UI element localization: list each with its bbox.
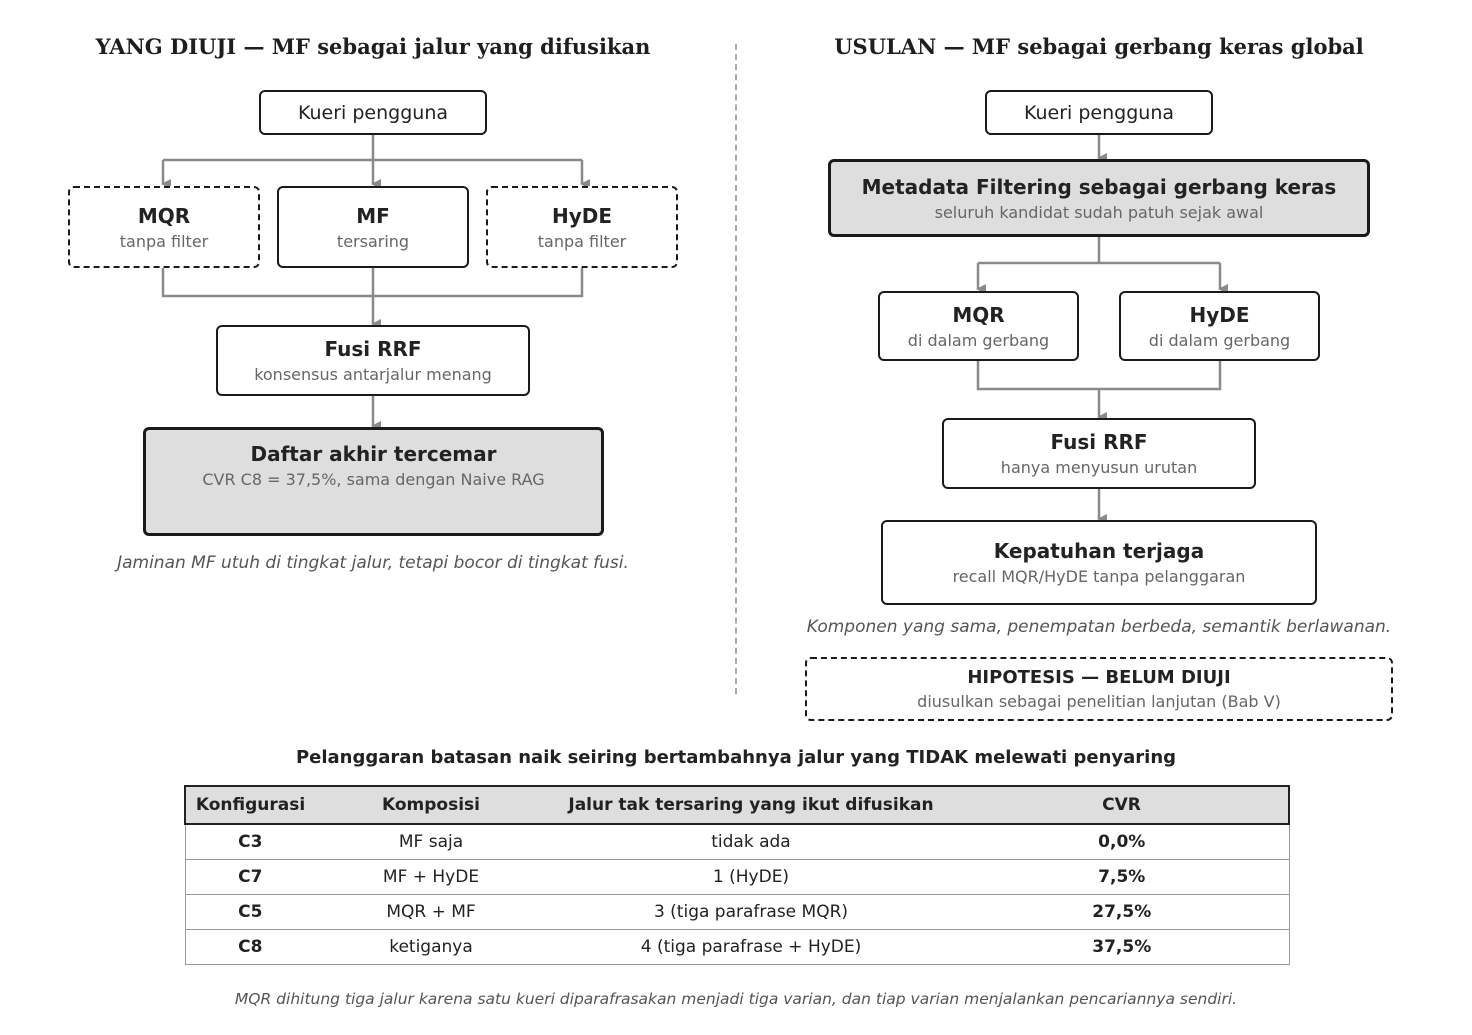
right-query-label: Kueri pengguna bbox=[1023, 101, 1174, 124]
cell-unfiltered-routes: 3 (tiga parafrase MQR) bbox=[547, 895, 955, 930]
right-hyde-sub: di dalam gerbang bbox=[1148, 330, 1291, 350]
right-result-box bbox=[881, 520, 1317, 605]
right-mqr-box bbox=[878, 291, 1079, 361]
left-hyde-sub: tanpa filter bbox=[537, 231, 627, 251]
left-hyde-title: HyDE bbox=[551, 203, 613, 228]
cell-unfiltered-routes: 1 (HyDE) bbox=[547, 860, 955, 895]
left-result-box bbox=[143, 427, 604, 536]
cell-cvr: 37,5% bbox=[955, 930, 1289, 965]
left-caption: Jaminan MF utuh di tingkat jalur, tetapi bocor di tingkat fusi. bbox=[117, 553, 629, 573]
cell-composition: ketiganya bbox=[315, 930, 547, 965]
left-query-box bbox=[259, 90, 487, 135]
right-hyde-title: HyDE bbox=[1189, 302, 1250, 327]
table-row bbox=[185, 860, 1289, 895]
right-gate-sub: seluruh kandidat sudah patuh sejak awal bbox=[934, 202, 1264, 222]
cell-config: C3 bbox=[185, 824, 315, 860]
cell-cvr: 0,0% bbox=[955, 824, 1289, 860]
cvr-table bbox=[184, 785, 1290, 965]
cell-composition: MF saja bbox=[315, 824, 547, 860]
right-hyde-box bbox=[1119, 291, 1320, 361]
hypothesis-sub: diusulkan sebagai penelitian lanjutan (Bab V) bbox=[917, 692, 1281, 712]
right-mqr-title: MQR bbox=[952, 302, 1005, 327]
cell-unfiltered-routes: 4 (tiga parafrase + HyDE) bbox=[547, 930, 955, 965]
left-result-sub: CVR C8 = 37,5%, sama dengan Naive RAG bbox=[202, 470, 545, 489]
table-row bbox=[185, 895, 1289, 930]
header-configuration: Konfigurasi bbox=[185, 786, 315, 824]
table-row bbox=[185, 930, 1289, 965]
cell-composition: MQR + MF bbox=[315, 895, 547, 930]
right-fusion-title: Fusi RRF bbox=[1050, 430, 1148, 454]
left-hyde-box bbox=[486, 186, 678, 268]
table-footnote: MQR dihitung tiga jalur karena satu kueri diparafrasakan menjadi tiga varian, dan tiap varian menjalankan pencariannya sendiri. bbox=[234, 990, 1238, 1008]
left-fusion-box bbox=[216, 325, 530, 396]
right-gate-title: Metadata Filtering sebagai gerbang keras bbox=[861, 174, 1337, 199]
left-fusion-sub: konsensus antarjalur menang bbox=[254, 365, 492, 384]
left-mf-sub: tersaring bbox=[336, 231, 410, 251]
right-result-sub: recall MQR/HyDE tanpa pelanggaran bbox=[952, 567, 1246, 586]
left-mqr-sub: tanpa filter bbox=[119, 231, 209, 251]
left-mf-title: MF bbox=[356, 203, 390, 228]
cell-cvr: 7,5% bbox=[955, 860, 1289, 895]
right-caption: Komponen yang sama, penempatan berbeda, semantik berlawanan. bbox=[806, 617, 1392, 637]
right-gate-box bbox=[828, 159, 1370, 237]
right-query-box bbox=[985, 90, 1213, 135]
left-diagram-title: YANG DIUJI — MF sebagai jalur yang difusikan bbox=[95, 34, 651, 59]
cell-composition: MF + HyDE bbox=[315, 860, 547, 895]
left-mqr-box bbox=[68, 186, 260, 268]
right-mqr-sub: di dalam gerbang bbox=[907, 330, 1050, 350]
left-mf-box bbox=[277, 186, 469, 268]
right-fusion-box bbox=[942, 418, 1256, 489]
right-fusion-sub: hanya menyusun urutan bbox=[1000, 458, 1198, 477]
hypothesis-title: HIPOTESIS — BELUM DIUJI bbox=[967, 666, 1231, 688]
left-mqr-title: MQR bbox=[137, 203, 191, 228]
hypothesis-box bbox=[805, 657, 1393, 721]
left-query-label: Kueri pengguna bbox=[297, 101, 448, 124]
table-title: Pelanggaran batasan naik seiring bertambahnya jalur yang TIDAK melewati penyaring bbox=[295, 747, 1177, 768]
right-diagram-title: USULAN — MF sebagai gerbang keras global bbox=[834, 34, 1364, 59]
column-separator bbox=[735, 44, 737, 694]
cell-config: C8 bbox=[185, 930, 315, 965]
header-composition: Komposisi bbox=[315, 786, 547, 824]
cell-cvr: 27,5% bbox=[955, 895, 1289, 930]
table-header-row bbox=[185, 786, 1289, 824]
cell-unfiltered-routes: tidak ada bbox=[547, 824, 955, 860]
table-row bbox=[185, 824, 1289, 860]
cell-config: C5 bbox=[185, 895, 315, 930]
cell-config: C7 bbox=[185, 860, 315, 895]
right-result-title: Kepatuhan terjaga bbox=[993, 539, 1205, 563]
left-result-title: Daftar akhir tercemar bbox=[250, 442, 497, 466]
header-unfiltered-routes: Jalur tak tersaring yang ikut difusikan bbox=[547, 786, 955, 824]
left-fusion-title: Fusi RRF bbox=[324, 337, 422, 361]
header-cvr: CVR bbox=[955, 786, 1289, 824]
